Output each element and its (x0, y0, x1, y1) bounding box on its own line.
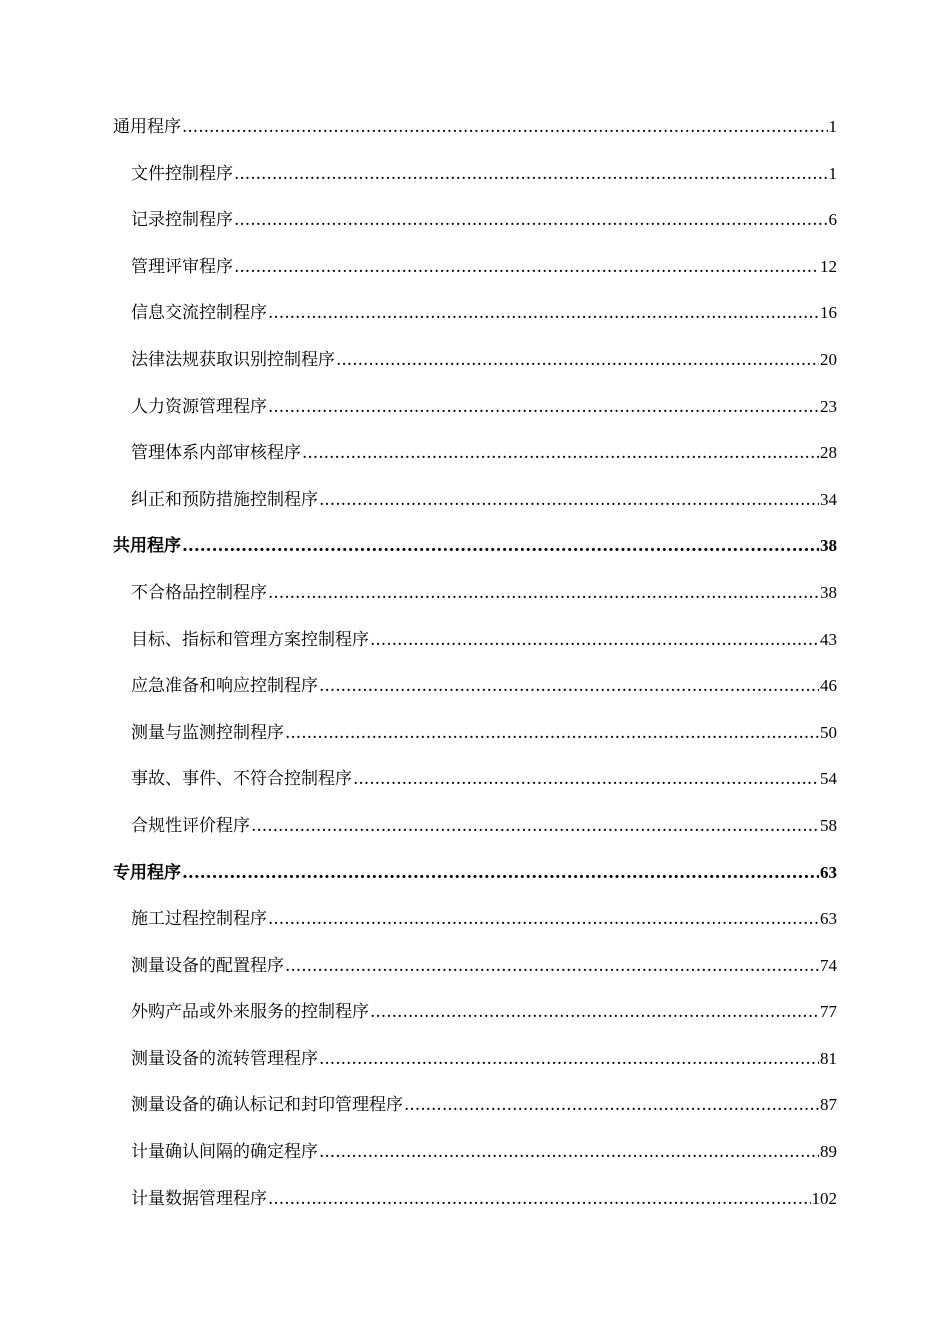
dot-leader (404, 1082, 819, 1129)
toc-entry-title: 纠正和预防措施控制程序 (131, 489, 318, 510)
dot-leader (319, 1036, 819, 1083)
dot-leader (370, 989, 819, 1036)
toc-entry-page-number: 1 (828, 163, 837, 183)
dot-leader (319, 1129, 819, 1176)
toc-entry-page-number: 16 (820, 303, 837, 323)
toc-entry[interactable] (113, 477, 837, 524)
toc-entry-page-number: 38 (820, 536, 837, 556)
dot-leader (268, 896, 819, 943)
toc-entry[interactable] (113, 244, 837, 291)
toc-entry-title: 外购产品或外来服务的控制程序 (131, 1002, 369, 1023)
dot-leader (319, 477, 819, 524)
toc-entry-title: 共用程序 (113, 536, 181, 557)
toc-entry[interactable] (113, 290, 837, 337)
dot-leader (336, 337, 819, 384)
toc-entry-page-number: 87 (820, 1095, 837, 1115)
toc-entry-title: 通用程序 (113, 117, 181, 137)
toc-entry[interactable] (113, 943, 837, 990)
toc-entry[interactable] (113, 989, 837, 1036)
dot-leader (268, 290, 819, 337)
toc-entry-page-number: 20 (820, 349, 837, 369)
dot-leader (285, 943, 819, 990)
toc-entry[interactable] (113, 1176, 837, 1223)
toc-entry-title: 记录控制程序 (131, 210, 233, 231)
toc-section-entry[interactable] (113, 850, 837, 897)
toc-entry-title: 事故、事件、不符合控制程序 (131, 769, 352, 790)
dot-leader (251, 803, 819, 850)
toc-entry-page-number: 12 (820, 256, 837, 276)
dot-leader (234, 151, 828, 198)
toc-entry-page-number: 43 (820, 629, 837, 649)
toc-entry-title: 管理体系内部审核程序 (131, 443, 301, 464)
toc-entry[interactable] (113, 430, 837, 477)
toc-entry[interactable] (113, 663, 837, 710)
toc-entry-page-number: 81 (820, 1048, 837, 1068)
toc-entry-title: 人力资源管理程序 (131, 396, 267, 417)
toc-entry-title: 专用程序 (113, 862, 181, 883)
dot-leader (268, 570, 819, 617)
toc-entry-title: 不合格品控制程序 (131, 582, 267, 603)
toc-entry-page-number: 102 (811, 1188, 837, 1208)
toc-entry-title: 计量确认间隔的确定程序 (131, 1142, 318, 1163)
toc-section-entry[interactable] (113, 104, 837, 151)
toc-entry-page-number: 50 (820, 722, 837, 742)
toc-entry-page-number: 63 (820, 862, 837, 882)
toc-entry-title: 测量与监测控制程序 (131, 722, 284, 743)
toc-entry[interactable] (113, 337, 837, 384)
toc-entry[interactable] (113, 1082, 837, 1129)
toc-entry[interactable] (113, 197, 837, 244)
toc-entry-page-number: 34 (820, 489, 837, 509)
toc-entry[interactable] (113, 803, 837, 850)
toc-entry-title: 测量设备的确认标记和封印管理程序 (131, 1095, 403, 1116)
dot-leader (182, 104, 828, 151)
toc-entry[interactable] (113, 896, 837, 943)
toc-entry-page-number: 74 (820, 955, 837, 975)
toc-entry-title: 文件控制程序 (131, 163, 233, 184)
toc-entry-title: 目标、指标和管理方案控制程序 (131, 629, 369, 650)
toc-entry-page-number: 28 (820, 443, 837, 463)
toc-entry-page-number: 6 (828, 210, 837, 230)
dot-leader (268, 1176, 811, 1223)
toc-entry[interactable] (113, 384, 837, 431)
toc-entry-title: 测量设备的配置程序 (131, 955, 284, 976)
toc-entry-page-number: 54 (820, 769, 837, 789)
toc-entry[interactable] (113, 1129, 837, 1176)
dot-leader (182, 850, 819, 897)
dot-leader (353, 756, 819, 803)
toc-entry[interactable] (113, 617, 837, 664)
dot-leader (234, 244, 819, 291)
toc-entry[interactable] (113, 710, 837, 757)
toc-entry-title: 施工过程控制程序 (131, 909, 267, 930)
dot-leader (319, 663, 819, 710)
toc-section-entry[interactable] (113, 523, 837, 570)
toc-entry[interactable] (113, 151, 837, 198)
toc-entry-title: 管理评审程序 (131, 256, 233, 277)
toc-entry[interactable] (113, 570, 837, 617)
dot-leader (302, 430, 819, 477)
toc-entry-page-number: 63 (820, 909, 837, 929)
dot-leader (370, 617, 819, 664)
toc-entry-page-number: 23 (820, 396, 837, 416)
toc-entry-title: 测量设备的流转管理程序 (131, 1048, 318, 1069)
toc-entry-title: 法律法规获取识别控制程序 (131, 349, 335, 370)
toc-entry-title: 信息交流控制程序 (131, 303, 267, 324)
toc-entry-page-number: 46 (820, 676, 837, 696)
toc-entry-title: 计量数据管理程序 (131, 1188, 267, 1209)
toc-entry[interactable] (113, 756, 837, 803)
toc-entry-page-number: 77 (820, 1002, 837, 1022)
dot-leader (234, 197, 828, 244)
dot-leader (285, 710, 819, 757)
toc-entry-page-number: 38 (820, 582, 837, 602)
toc-entry-page-number: 89 (820, 1142, 837, 1162)
toc-entry[interactable] (113, 1036, 837, 1083)
toc-entry-title: 合规性评价程序 (131, 815, 250, 836)
toc-entry-page-number: 1 (828, 117, 837, 136)
toc-entry-title: 应急准备和响应控制程序 (131, 676, 318, 697)
dot-leader (268, 384, 819, 431)
table-of-contents (113, 104, 837, 1222)
dot-leader (182, 523, 819, 570)
toc-entry-page-number: 58 (820, 815, 837, 835)
